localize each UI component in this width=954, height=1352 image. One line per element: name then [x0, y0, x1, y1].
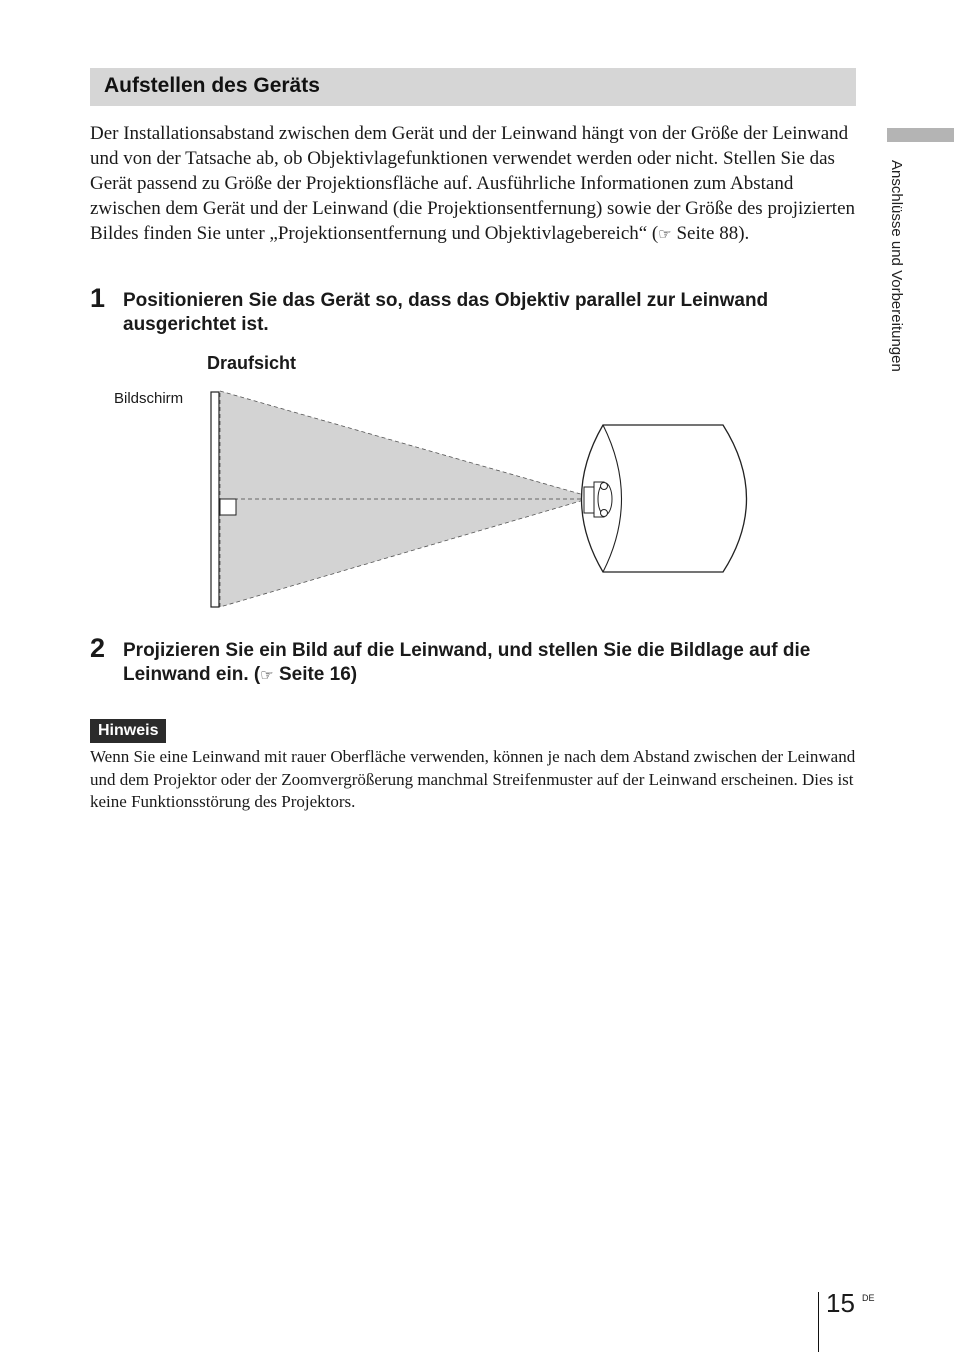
intro-page-ref: Seite 88). — [671, 223, 750, 244]
chapter-label: Anschlüsse und Vorbereitungen — [888, 160, 905, 372]
step-number: 2 — [90, 633, 106, 663]
intro-paragraph — [90, 121, 856, 247]
language-code: DE — [862, 1293, 875, 1303]
step-number: 1 — [90, 283, 106, 313]
step-text: Positionieren Sie das Gerät so, dass das Objektiv parallel zur Leinwand ausgerichtet ist. — [123, 290, 769, 335]
page-reference-icon: ☞ — [658, 225, 672, 243]
section-header — [90, 68, 856, 106]
section-title: Aufstellen des Geräts — [104, 74, 320, 97]
intro-text: Der Installationsabstand zwischen dem Gerät und der Leinwand hängt von der Größe der Leinwand und von der Tatsache ab, ob Objektivlagefunktionen verwendet werden oder nicht. Stellen Sie das Gerät passend zu Größe der Projektionsfläche auf. Ausführliche Informationen zum Abstand zwischen dem Gerät und der Leinwand (die Projektionsentfernung) sowie der Größe des projizierten Bildes finden Sie unter „Projektionsentfernung und Objektivlagebereich“ ( — [90, 123, 856, 244]
page-reference-icon: ☞ — [260, 666, 274, 684]
screen-center-marker — [220, 499, 236, 515]
page-number: 15 — [826, 1288, 855, 1318]
note-badge: Hinweis — [90, 719, 166, 743]
step-text — [123, 639, 863, 687]
note-text: Wenn Sie eine Leinwand mit rauer Oberfläche verwenden, können je nach dem Abstand zwischen der Leinwand und dem Projektor oder der Zoomvergrößerung manchmal Streifenmuster auf der Leinwand erscheinen. Dies ist keine Funktionsstörung des Projektors. — [90, 747, 856, 811]
screen-label: Bildschirm — [114, 390, 184, 407]
step-page-ref: Seite 16) — [273, 664, 358, 685]
projection-diagram — [190, 380, 770, 620]
lens-icon — [584, 482, 612, 517]
page-divider — [818, 1292, 819, 1352]
chapter-tab — [887, 128, 954, 142]
step-text-main: Projizieren Sie ein Bild auf die Leinwand, und stellen Sie die Bildlage auf die Leinwand ein. ( — [123, 640, 811, 685]
figure-caption: Draufsicht — [207, 353, 297, 373]
screen-shape — [211, 392, 219, 607]
